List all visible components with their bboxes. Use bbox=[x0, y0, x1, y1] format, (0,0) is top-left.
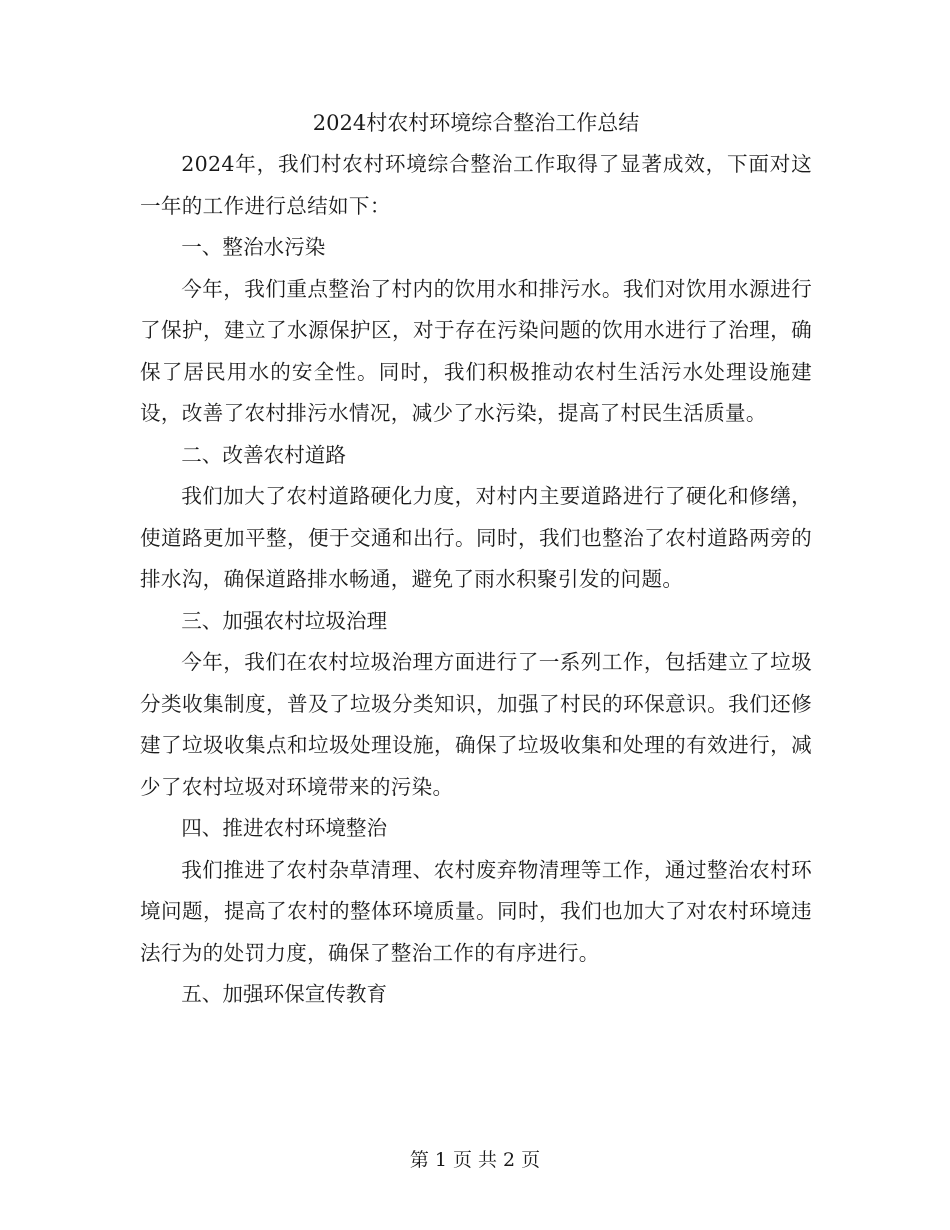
section-body-4: 我们推进了农村杂草清理、农村废弃物清理等工作，通过整治农村环境问题，提高了农村的整体环境质量。同时，我们也加大了对农村环境违法行为的处罚力度，确保了整治工作的有序进行。 bbox=[140, 857, 812, 965]
intro-paragraph: 2024年，我们村农村环境综合整治工作取得了显著成效，下面对这一年的工作进行总结如下： bbox=[140, 152, 812, 218]
section-heading-1: 一、整治水污染 bbox=[181, 235, 326, 259]
section-body-3: 今年，我们在农村垃圾治理方面进行了一系列工作，包括建立了垃圾分类收集制度，普及了垃圾分类知识，加强了村民的环保意识。我们还修建了垃圾收集点和垃圾处理设施，确保了垃圾收集和处理的有效进行，减少了农村垃圾对环境带来的污染。 bbox=[140, 650, 812, 799]
section-heading-3: 三、加强农村垃圾治理 bbox=[181, 608, 388, 633]
section-body-2: 我们加大了农村道路硬化力度，对村内主要道路进行了硬化和修缮，使道路更加平整，便于交通和出行。同时，我们也整治了农村道路两旁的排水沟，确保道路排水畅通，避免了雨水积聚引发的问题。 bbox=[140, 484, 812, 591]
document-body bbox=[140, 104, 812, 1016]
document-title: 2024村农村环境综合整治工作总结 bbox=[312, 111, 640, 135]
section-heading-5: 五、加强环保宣传教育 bbox=[181, 982, 388, 1006]
section-heading-4: 四、推进农村环境整治 bbox=[181, 816, 388, 840]
page-number: 第 1 页 共 2 页 bbox=[409, 1149, 541, 1171]
section-body-1: 今年，我们重点整治了村内的饮用水和排污水。我们对饮用水源进行了保护，建立了水源保护区，对于存在污染问题的饮用水进行了治理，确保了居民用水的安全性。同时，我们积极推动农村生活污水处理设施建设，改善了农村排污水情况，减少了水污染，提高了村民生活质量。 bbox=[140, 276, 812, 425]
section-heading-2: 二、改善农村道路 bbox=[181, 442, 346, 467]
